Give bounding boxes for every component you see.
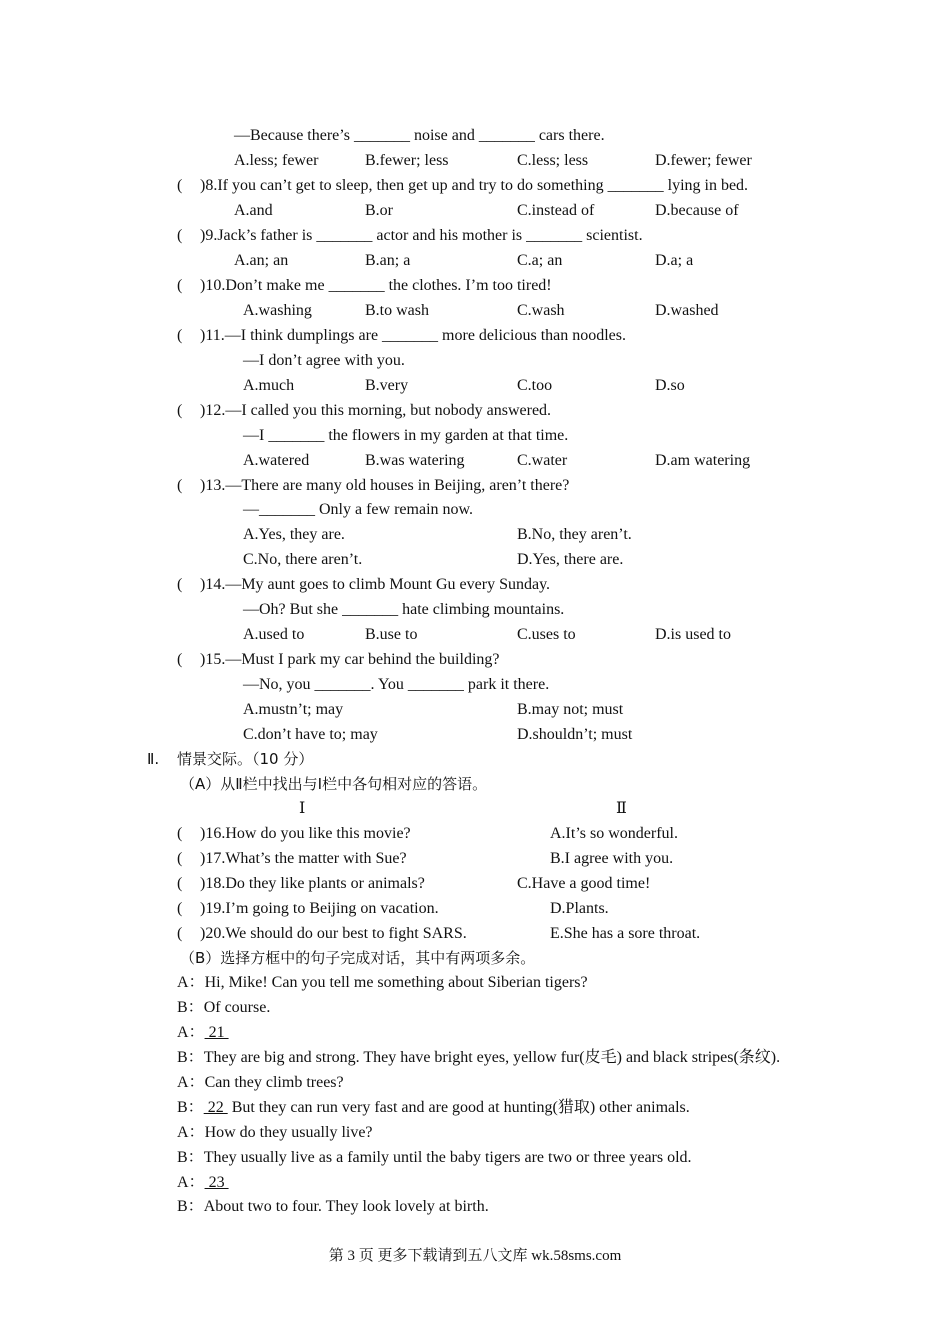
- speaker-label: B：: [177, 1198, 204, 1215]
- q9-stem: )9.Jack’s father is _______ actor and his mother is _______ scientist.: [200, 227, 643, 244]
- speaker-label: B：: [177, 999, 204, 1016]
- q11-option-c[interactable]: C.too: [517, 377, 553, 394]
- q11-option-a[interactable]: A.much: [243, 377, 295, 394]
- dialog-line: [177, 1123, 373, 1143]
- q18-question: )18.Do they like plants or animals?: [200, 875, 425, 892]
- dialog-text: They are big and strong. They have bright eyes, yellow fur(皮毛) and black stripes(条纹).: [203, 1049, 781, 1066]
- dialog-line: [177, 1048, 780, 1068]
- q10-option-c[interactable]: C.wash: [517, 302, 565, 319]
- q15-option-d[interactable]: D.shouldn’t; must: [517, 726, 633, 743]
- speaker-label: B：: [177, 1099, 204, 1116]
- speaker-label: A：: [177, 1174, 205, 1191]
- q8-option-a[interactable]: A.and: [234, 202, 273, 219]
- q9-option-b[interactable]: B.an; a: [365, 252, 411, 269]
- dialog-line: [177, 1073, 344, 1093]
- dialog-text: Hi, Mike! Can you tell me something about Siberian tigers?: [204, 974, 588, 991]
- dialog-text: Can they climb trees?: [204, 1074, 344, 1091]
- q20-question: )20.We should do our best to fight SARS.: [200, 925, 467, 942]
- dialog-text: About two to four. They look lovely at birth.: [203, 1198, 489, 1215]
- q16-question: )16.How do you like this movie?: [200, 825, 411, 842]
- q19-answer-paren[interactable]: (: [177, 900, 183, 917]
- blank-22[interactable]: 22: [203, 1099, 228, 1116]
- q12-reply: —I _______ the flowers in my garden at that time.: [243, 427, 569, 444]
- q8-stem: )8.If you can’t get to sleep, then get up and try to do something _______ lying in bed.: [200, 177, 749, 194]
- dialog-text: Of course.: [203, 999, 271, 1016]
- dialog-line: [177, 1197, 489, 1217]
- q8-option-d[interactable]: D.because of: [655, 202, 739, 219]
- q9-option-a[interactable]: A.an; an: [234, 252, 289, 269]
- dialog-text: But they can run very fast and are good at hunting(猎取) other animals.: [227, 1099, 690, 1116]
- q13-answer-paren[interactable]: (: [177, 477, 183, 494]
- q8-option-c[interactable]: C.instead of: [517, 202, 595, 219]
- speaker-label: A：: [177, 1024, 205, 1041]
- q13-reply: —_______ Only a few remain now.: [243, 501, 474, 518]
- q12-option-c[interactable]: C.water: [517, 452, 568, 469]
- dialog-text: They usually live as a family until the baby tigers are two or three years old.: [203, 1149, 692, 1166]
- dialog-line: [177, 1098, 690, 1118]
- q11-option-b[interactable]: B.very: [365, 377, 409, 394]
- q13-option-d[interactable]: D.Yes, there are.: [517, 551, 624, 568]
- speaker-label: A：: [177, 1074, 205, 1091]
- q11-reply: —I don’t agree with you.: [243, 352, 405, 369]
- speaker-label: B：: [177, 1149, 204, 1166]
- q13-stem: )13.—There are many old houses in Beijing, aren’t there?: [200, 477, 570, 494]
- section-2-number: Ⅱ.: [147, 750, 160, 768]
- q9-answer-paren[interactable]: (: [177, 227, 183, 244]
- q7-option-a[interactable]: A.less; fewer: [234, 152, 319, 169]
- section-2-title: 情景交际。（10 分）: [177, 750, 314, 768]
- q20-answer-paren[interactable]: (: [177, 925, 183, 942]
- q15-stem: )15.—Must I park my car behind the building?: [200, 651, 500, 668]
- dialog-line: [177, 1148, 692, 1168]
- dialog-line: [177, 973, 588, 993]
- column-1-heading: Ⅰ: [299, 800, 306, 817]
- q14-option-b[interactable]: B.use to: [365, 626, 418, 643]
- q11-answer-paren[interactable]: (: [177, 327, 183, 344]
- dialog-line: [177, 998, 270, 1018]
- q11-stem: )11.—I think dumplings are _______ more delicious than noodles.: [200, 327, 627, 344]
- q8-answer-paren[interactable]: (: [177, 177, 183, 194]
- dialog-line: [177, 1173, 229, 1193]
- q15-answer-paren[interactable]: (: [177, 651, 183, 668]
- q12-option-d[interactable]: D.am watering: [655, 452, 751, 469]
- q14-option-c[interactable]: C.uses to: [517, 626, 576, 643]
- q12-stem: )12.—I called you this morning, but nobody answered.: [200, 402, 552, 419]
- blank-23[interactable]: 23: [204, 1174, 229, 1191]
- q15-option-b[interactable]: B.may not; must: [517, 701, 624, 718]
- q16-answer-paren[interactable]: (: [177, 825, 183, 842]
- q9-option-c[interactable]: C.a; an: [517, 252, 563, 269]
- q14-stem: )14.—My aunt goes to climb Mount Gu every Sunday.: [200, 576, 551, 593]
- q10-option-b[interactable]: B.to wash: [365, 302, 429, 319]
- q12-answer-paren[interactable]: (: [177, 402, 183, 419]
- speaker-label: A：: [177, 974, 205, 991]
- speaker-label: A：: [177, 1124, 205, 1141]
- match-option-e: E.She has a sore throat.: [550, 925, 701, 942]
- q10-option-a[interactable]: A.washing: [243, 302, 312, 319]
- q14-reply: —Oh? But she _______ hate climbing mountains.: [243, 601, 565, 618]
- q10-answer-paren[interactable]: (: [177, 277, 183, 294]
- q12-option-b[interactable]: B.was watering: [365, 452, 465, 469]
- q14-option-a[interactable]: A.used to: [243, 626, 305, 643]
- part-a-instruction: （A）从Ⅱ栏中找出与Ⅰ栏中各句相对应的答语。: [180, 775, 488, 793]
- q10-stem: )10.Don’t make me _______ the clothes. I’m too tired!: [200, 277, 552, 294]
- q13-option-c[interactable]: C.No, there aren’t.: [243, 551, 363, 568]
- q11-option-d[interactable]: D.so: [655, 377, 685, 394]
- q18-answer-paren[interactable]: (: [177, 875, 183, 892]
- q7-reply: —Because there’s _______ noise and _______ cars there.: [234, 127, 605, 144]
- match-option-d: D.Plants.: [550, 900, 609, 917]
- q9-option-d[interactable]: D.a; a: [655, 252, 694, 269]
- match-option-c: C.Have a good time!: [517, 875, 651, 892]
- q8-option-b[interactable]: B.or: [365, 202, 393, 219]
- dialog-line: [177, 1023, 229, 1043]
- q12-option-a[interactable]: A.watered: [243, 452, 310, 469]
- dialog-text: How do they usually live?: [204, 1124, 373, 1141]
- q13-option-a[interactable]: A.Yes, they are.: [243, 526, 345, 543]
- q7-option-b[interactable]: B.fewer; less: [365, 152, 449, 169]
- match-option-a: A.It’s so wonderful.: [550, 825, 678, 842]
- column-2-heading: Ⅱ: [616, 800, 627, 817]
- q15-option-c[interactable]: C.don’t have to; may: [243, 726, 378, 743]
- q7-option-c[interactable]: C.less; less: [517, 152, 589, 169]
- page-footer: 第 3 页 更多下载请到五八文库 wk.58sms.com: [328, 1248, 622, 1264]
- q14-option-d[interactable]: D.is used to: [655, 626, 731, 643]
- q15-reply: —No, you _______. You _______ park it there.: [243, 676, 550, 693]
- q17-answer-paren[interactable]: (: [177, 850, 183, 867]
- part-b-instruction: （B）选择方框中的句子完成对话，其中有两项多余。: [180, 949, 536, 967]
- speaker-label: B：: [177, 1049, 204, 1066]
- q14-answer-paren[interactable]: (: [177, 576, 183, 593]
- q15-option-a[interactable]: A.mustn’t; may: [243, 701, 344, 718]
- q17-question: )17.What’s the matter with Sue?: [200, 850, 407, 867]
- q7-option-d[interactable]: D.fewer; fewer: [655, 152, 752, 169]
- blank-21[interactable]: 21: [204, 1024, 229, 1041]
- match-option-b: B.I agree with you.: [550, 850, 674, 867]
- q19-question: )19.I’m going to Beijing on vacation.: [200, 900, 439, 917]
- q10-option-d[interactable]: D.washed: [655, 302, 719, 319]
- q13-option-b[interactable]: B.No, they aren’t.: [517, 526, 632, 543]
